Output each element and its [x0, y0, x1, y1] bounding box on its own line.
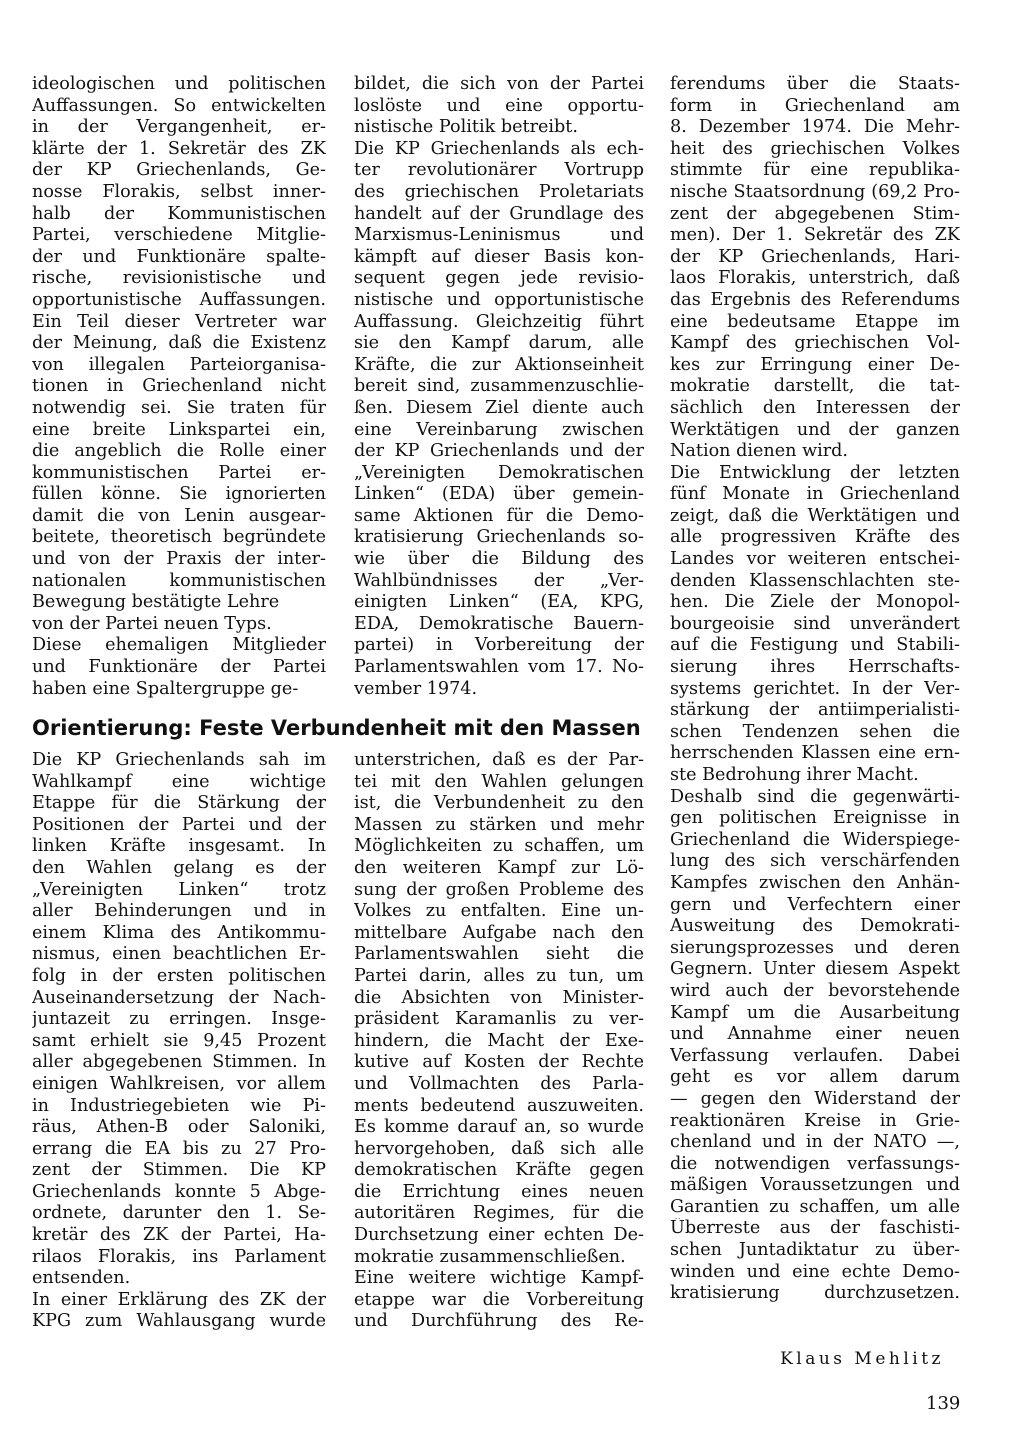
- text-line: Die KP Griechenlands als ech-: [354, 138, 644, 159]
- text-line: Partei darin, alles zu tun, um: [354, 965, 644, 986]
- text-line: winden und eine echte Demo-: [670, 1261, 960, 1282]
- text-line: In einer Erklärung des ZK der: [32, 1289, 326, 1310]
- text-line: die Absichten von Minister-: [354, 987, 644, 1008]
- text-line: von illegalen Parteiorganisa-: [32, 354, 326, 375]
- bottom-column-1: [32, 750, 326, 1333]
- text-line: Gegnern. Unter diesem Aspekt: [670, 959, 960, 980]
- text-line: partei) in Vorbereitung der: [354, 635, 644, 656]
- text-line: ste Bedrohung ihrer Macht.: [670, 765, 919, 785]
- text-line: einigen Wahlkreisen, vor allem: [32, 1073, 326, 1094]
- bottom-column-2: [354, 750, 644, 1333]
- text-line: Deshalb sind die gegenwärti-: [670, 786, 960, 807]
- text-line: mokratie zusammenschließen.: [354, 1246, 626, 1267]
- text-line: Auffassungen. So entwickelten: [32, 95, 326, 116]
- text-line: alle progressiven Kräfte des: [670, 527, 960, 548]
- top-column-2: [354, 74, 644, 700]
- top-column-1: [32, 74, 326, 700]
- text-line: sie den Kampf darum, alle: [354, 333, 644, 354]
- text-line: Kampf des griechischen Vol-: [670, 333, 960, 354]
- text-line: ßen. Diesem Ziel diente auch: [354, 397, 644, 418]
- text-line: die angeblich die Rolle einer: [32, 441, 326, 462]
- text-line: hindern, die Macht der Exe-: [354, 1030, 644, 1051]
- text-line: Ein Teil dieser Vertreter war: [32, 311, 326, 332]
- text-line: Volkes zu entfalten. Eine un-: [354, 901, 644, 922]
- text-line: damit die von Lenin ausgear-: [32, 505, 326, 526]
- text-line: kretär des ZK der Partei, Ha-: [32, 1225, 326, 1246]
- text-line: Auseinandersetzung der Nach-: [32, 987, 326, 1008]
- text-line: kommunistischen Partei er-: [32, 462, 326, 483]
- text-line: Die KP Griechenlands sah im: [32, 750, 326, 770]
- text-line: juntazeit zu erringen. Insge-: [32, 1009, 326, 1030]
- text-line: aller abgegebenen Stimmen. In: [32, 1052, 326, 1073]
- text-line: systems gerichtet. In der Ver-: [670, 678, 960, 699]
- text-line: chenland und in der NATO —,: [670, 1132, 960, 1153]
- text-line: fünf Monate in Griechenland: [670, 484, 960, 505]
- text-line: zent der Stimmen. Die KP: [32, 1160, 326, 1181]
- text-line: kutive auf Kosten der Rechte: [354, 1052, 644, 1073]
- text-line: bildet, die sich von der Partei: [354, 74, 644, 94]
- text-line: denden Klassenschlachten ste-: [670, 570, 960, 591]
- text-line: ist, die Verbundenheit zu den: [354, 793, 644, 814]
- text-line: Es komme darauf an, so wurde: [354, 1117, 644, 1138]
- text-line: folg in der ersten politischen: [32, 965, 326, 986]
- text-line: kes zur Erringung einer De-: [670, 354, 960, 375]
- text-line: Bewegung bestätigte Lehre: [32, 592, 280, 613]
- text-line: heit des griechischen Volkes: [670, 138, 960, 159]
- text-line: sierung ihres Herrschafts-: [670, 657, 960, 678]
- text-line: loslöste und eine opportu-: [354, 95, 644, 116]
- text-line: hen. Die Ziele der Monopol-: [670, 592, 960, 613]
- text-line: zent der abgegebenen Stim-: [670, 203, 960, 224]
- text-line: nische Staatsordnung (69,2 Pro-: [670, 181, 960, 202]
- text-line: nismus, einen beachtlichen Er-: [32, 944, 326, 965]
- text-line: form in Griechenland am: [670, 95, 960, 116]
- text-line: Positionen der Partei und der: [32, 814, 326, 835]
- text-line: und Annahme einer neuen: [670, 1024, 960, 1045]
- text-line: ments bedeutend auszuweiten.: [354, 1095, 644, 1116]
- text-line: mokratie darstellt, die tat-: [670, 376, 960, 397]
- text-line: Massen zu stärken und mehr: [354, 814, 644, 835]
- text-line: aller Behinderungen und in: [32, 901, 326, 922]
- text-line: der KP Griechenlands und der: [354, 441, 644, 462]
- text-line: wird auch der bevorstehende: [670, 980, 960, 1001]
- text-line: beitete, theoretisch begründete: [32, 527, 326, 548]
- text-line: Marxismus-Leninismus und: [354, 225, 644, 246]
- text-line: klärte der 1. Sekretär des ZK: [32, 138, 326, 159]
- text-line: lung des sich verschärfenden: [670, 851, 960, 872]
- text-line: Linken“ (EDA) über gemein-: [354, 484, 644, 505]
- text-line: rilaos Florakis, ins Parlament: [32, 1246, 326, 1267]
- text-line: bereit sind, zusammenzuschlie-: [354, 376, 644, 397]
- text-line: einigten Linken“ (EA, KPG,: [354, 592, 644, 613]
- text-line: mittelbare Aufgabe nach den: [354, 922, 644, 943]
- text-line: schen Juntadiktatur zu über-: [670, 1240, 960, 1261]
- text-line: der Meinung, daß die Existenz: [32, 333, 326, 354]
- text-line: rische, revisionistische und: [32, 268, 326, 289]
- text-line: eine bedeutsame Etappe im: [670, 311, 960, 332]
- text-line: EDA, Demokratische Bauern-: [354, 613, 644, 634]
- text-line: und Durchführung des Re-: [354, 1311, 644, 1332]
- text-line: Eine weitere wichtige Kampf-: [354, 1268, 644, 1289]
- text-line: halb der Kommunistischen: [32, 203, 326, 224]
- text-line: eine Vereinbarung zwischen: [354, 419, 644, 440]
- text-line: zeigt, daß die Werktätigen und: [670, 505, 960, 526]
- text-line: Kampf um die Ausarbeitung: [670, 1002, 960, 1023]
- text-line: Garantien zu schaffen, um alle: [670, 1196, 960, 1217]
- text-line: Kampfes zwischen den Anhän-: [670, 872, 960, 893]
- text-line: Partei, verschiedene Mitglie-: [32, 225, 326, 246]
- author-signature: Klaus Mehlitz: [780, 1349, 944, 1369]
- text-line: sächlich den Interessen der: [670, 397, 960, 418]
- text-line: Wahlbündnisses der „Ver-: [354, 570, 644, 591]
- text-line: Griechenlands konnte 5 Abge-: [32, 1181, 326, 1202]
- text-line: linken Kräfte insgesamt. In: [32, 836, 326, 857]
- text-line: unterstrichen, daß es der Par-: [354, 750, 644, 770]
- text-line: von der Partei neuen Typs.: [32, 613, 272, 634]
- text-line: same Aktionen für die Demo-: [354, 505, 644, 526]
- text-line: autoritären Regimes, für die: [354, 1203, 644, 1224]
- text-line: einem Klima des Antikommu-: [32, 922, 326, 943]
- text-line: sequent gegen jede revisio-: [354, 268, 644, 289]
- text-line: der KP Griechenlands, Ge-: [32, 160, 326, 181]
- text-line: opportunistische Auffassungen.: [32, 289, 326, 310]
- text-line: in Industriegebieten wie Pi-: [32, 1095, 326, 1116]
- text-line: der KP Griechenlands, Hari-: [670, 246, 960, 267]
- text-line: reaktionären Kreise in Grie-: [670, 1110, 960, 1131]
- text-line: „Vereinigten Linken“ trotz: [32, 879, 326, 900]
- text-line: 8. Dezember 1974. Die Mehr-: [670, 117, 960, 138]
- text-line: präsident Karamanlis zu ver-: [354, 1009, 644, 1030]
- text-line: nistische und opportunistische: [354, 289, 644, 310]
- text-line: herrschenden Klassen eine ern-: [670, 743, 960, 764]
- text-line: Werktätigen und der ganzen: [670, 419, 960, 440]
- text-line: den weiteren Kampf zur Lö-: [354, 857, 644, 878]
- text-line: ideologischen und politischen: [32, 74, 326, 94]
- text-line: des griechischen Proletariats: [354, 181, 644, 202]
- text-line: Ausweitung des Demokrati-: [670, 916, 960, 937]
- text-line: Nation dienen wird.: [670, 441, 849, 462]
- text-line: — gegen den Widerstand der: [670, 1088, 960, 1109]
- text-line: Diese ehemaligen Mitglieder: [32, 635, 326, 656]
- section-heading: Orientierung: Feste Verbundenheit mit den Massen: [32, 716, 641, 740]
- text-line: geht es vor allem darum: [670, 1067, 960, 1088]
- text-line: Etappe für die Stärkung der: [32, 793, 326, 814]
- text-line: haben eine Spaltergruppe ge-: [32, 678, 299, 699]
- text-line: Verfassung verlaufen. Dabei: [670, 1045, 960, 1066]
- text-line: Parlamentswahlen vom 17. No-: [354, 657, 644, 678]
- text-line: Parlamentswahlen sieht die: [354, 944, 644, 965]
- text-line: Die Entwicklung der letzten: [670, 462, 960, 483]
- text-line: Wahlkampf eine wichtige: [32, 771, 326, 792]
- text-line: errang die EA bis zu 27 Pro-: [32, 1138, 326, 1159]
- text-line: und Funktionäre der Partei: [32, 657, 326, 678]
- text-line: Auffassung. Gleichzeitig führt: [354, 311, 644, 332]
- text-line: und Vollmachten des Parla-: [354, 1073, 644, 1094]
- text-line: sierungsprozesses und deren: [670, 937, 960, 958]
- text-line: stärkung der antiimperialisti-: [670, 700, 960, 721]
- text-line: hervorgehoben, daß sich alle: [354, 1138, 644, 1159]
- text-line: der und Funktionäre spalte-: [32, 246, 326, 267]
- text-line: nistische Politik betreibt.: [354, 117, 578, 138]
- text-line: die Errichtung eines neuen: [354, 1181, 644, 1202]
- text-line: die notwendigen verfassungs-: [670, 1153, 960, 1174]
- text-line: auf die Festigung und Stabili-: [670, 635, 960, 656]
- text-line: füllen könne. Sie ignorierten: [32, 484, 326, 505]
- text-line: und von der Praxis der inter-: [32, 549, 326, 570]
- text-line: etappe war die Vorbereitung: [354, 1289, 644, 1310]
- text-line: tei mit den Wahlen gelungen: [354, 771, 644, 792]
- text-line: laos Florakis, unterstrich, daß: [670, 268, 960, 289]
- text-line: samt erhielt sie 9,45 Prozent: [32, 1030, 326, 1051]
- text-line: gern und Verfechtern einer: [670, 894, 960, 915]
- text-line: kämpft auf dieser Basis kon-: [354, 246, 644, 267]
- text-line: KPG zum Wahlausgang wurde: [32, 1311, 326, 1332]
- text-line: den Wahlen gelang es der: [32, 857, 326, 878]
- text-line: men). Der 1. Sekretär des ZK: [670, 225, 960, 246]
- text-line: kratisierung Griechenlands so-: [354, 527, 644, 548]
- text-line: ordnete, darunter den 1. Se-: [32, 1203, 326, 1224]
- text-line: notwendig sei. Sie traten für: [32, 397, 326, 418]
- text-line: ter revolutionärer Vortrupp: [354, 160, 644, 181]
- text-line: Überreste aus der faschisti-: [670, 1218, 960, 1239]
- text-line: das Ergebnis des Referendums: [670, 289, 960, 310]
- text-line: Durchsetzung einer echten De-: [354, 1225, 644, 1246]
- text-line: vember 1974.: [354, 678, 478, 699]
- text-line: schen Tendenzen sehen die: [670, 721, 960, 742]
- text-line: demokratischen Kräfte gegen: [354, 1160, 644, 1181]
- text-line: „Vereinigten Demokratischen: [354, 462, 644, 483]
- text-line: Griechenland die Widerspiege-: [670, 829, 960, 850]
- text-line: sung der großen Probleme des: [354, 879, 644, 900]
- text-line: wie über die Bildung des: [354, 549, 644, 570]
- text-line: mäßigen Voraussetzungen und: [670, 1175, 960, 1196]
- text-line: bourgeoisie sind unverändert: [670, 613, 960, 634]
- text-line: nationalen kommunistischen: [32, 570, 326, 591]
- text-line: tionen in Griechenland nicht: [32, 376, 326, 397]
- text-line: kratisierung durchzusetzen.: [670, 1283, 960, 1304]
- text-line: gen politischen Ereignisse in: [670, 808, 960, 829]
- text-line: in der Vergangenheit, er-: [32, 117, 326, 138]
- text-line: eine breite Linkspartei ein,: [32, 419, 326, 440]
- text-line: räus, Athen-B oder Saloniki,: [32, 1117, 326, 1138]
- text-line: Kräfte, die zur Aktionseinheit: [354, 354, 644, 375]
- text-line: handelt auf der Grundlage des: [354, 203, 644, 224]
- page-number: 139: [926, 1393, 961, 1414]
- text-line: Landes vor weiteren entschei-: [670, 549, 960, 570]
- text-line: stimmte für eine republika-: [670, 160, 960, 181]
- text-line: ferendums über die Staats-: [670, 74, 960, 94]
- text-line: entsenden.: [32, 1268, 131, 1289]
- text-line: nosse Florakis, selbst inner-: [32, 181, 326, 202]
- text-line: Möglichkeiten zu schaffen, um: [354, 836, 644, 857]
- right-column: [670, 74, 960, 1305]
